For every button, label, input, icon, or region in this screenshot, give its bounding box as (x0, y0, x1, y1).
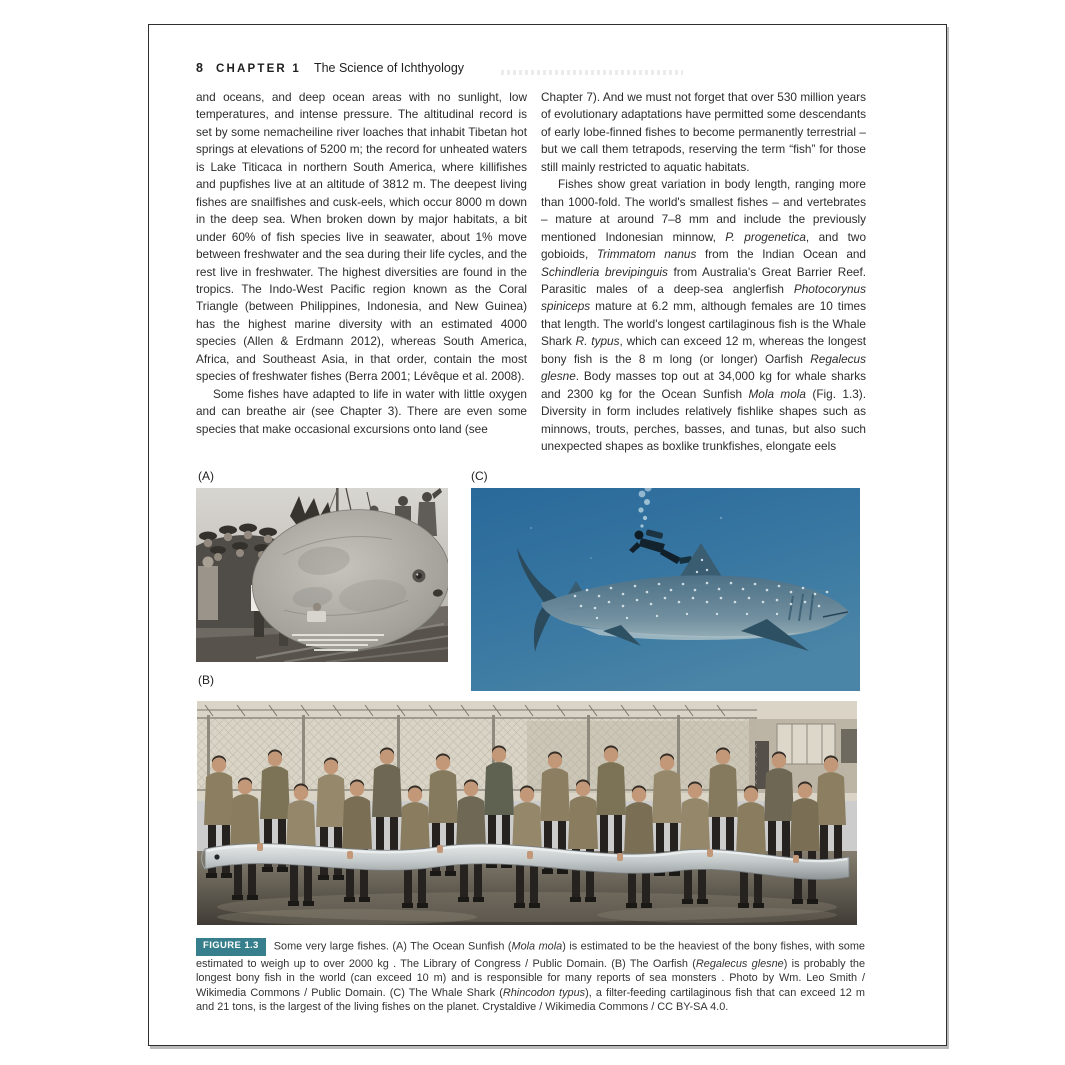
figure-caption (196, 939, 865, 1014)
page-number: 8 (196, 61, 203, 75)
paragraph: Fishes show great variation in body length, ranging more than 1000-fold. The world's smallest fishes – and vertebrates – mature at around 7–8 mm and include the previously mentioned Indonesian minnow, P. progenetica, and two gobioids, Trimmatom nanus from the Indian Ocean and Schindleria brevipinguis from Australia's Great Barrier Reef. Parasitic males of a deep-sea anglerfish Photocorynus spiniceps mature at 6.2 mm, although females are 10 times that length. The world's longest cartilaginous fish is the Whale Shark R. typus, which can exceed 12 m, whereas the longest bony fish is the 8 m long (or longer) Oarfish Regalecus glesne. Body masses top out at 34,000 kg for whale sharks and 2300 kg for the Ocean Sunfish Mola mola (Fig. 1.3). Diversity in form includes relatively fishlike shapes such as minnows, trouts, perches, basses, and tunas, but also such unexpected shapes as boxlike trunkfishes, elongate eels (541, 177, 867, 454)
chapter-title: The Science of Ichthyology (313, 61, 465, 75)
faint-watermark (501, 70, 683, 75)
figure-panel-label-b: (B) (198, 673, 214, 687)
text-column-left (196, 89, 527, 438)
paragraph: Some fishes have adapted to life in water with little oxygen and can breathe air (see Chapter 3). There are even some species that make occasional excursions onto land (see (196, 386, 527, 436)
book-page (148, 24, 947, 1046)
figure-panel-label-c: (C) (471, 469, 488, 483)
figure-panel-label-a: (A) (198, 469, 214, 483)
figure-number-badge: FIGURE 1.3 (196, 938, 266, 956)
paragraph: Chapter 7). And we must not forget that over 530 million years of evolutionary adaptations have permitted some descendants of early lobe-finned fishes to become permanently terrestrial – but we call them tetrapods, reserving the term “fish” for those still mainly restricted to aquatic habitats. (541, 90, 866, 174)
paragraph: and oceans, and deep ocean areas with no sunlight, low temperatures, and intense pressure. The altitudinal record is set by some nemacheiline river loaches that inhabit Tibetan hot springs at elevations of 5200 m; the record for unheated waters is Lake Titicaca in northern South America, where killifishes and pupfishes live at an altitude of 3812 m. The deepest living fishes are snailfishes and cusk-eels, which occur 8000 m down in the deep sea. When broken down by major habitats, a bit under 60% of fish species live in seawater, about 1% move between freshwater and the sea during their life cycles, and the rest live in freshwater. The highest diversities are found in the tropics. The Indo-West Pacific region known as the Coral Triangle (between Philippines, Indonesia, and New Guinea) has the highest marine diversity with an estimated 4000 species (Allen & Erdmann 2012), whereas South America, Africa, and Southeast Asia, in that order, contain the most species of freshwater fishes (Berra 2001; Lévêque et al. 2008). (196, 90, 527, 384)
photo-oarfish (197, 701, 857, 925)
photo-whale-shark (471, 488, 860, 691)
page-header (196, 61, 464, 75)
chapter-label: CHAPTER 1 (215, 63, 301, 75)
photo-ocean-sunfish (196, 488, 448, 662)
figure-caption-text: Some very large fishes. (A) The Ocean Sunfish (Mola mola) is estimated to be the heaviest of the bony fishes, with some estimated to weigh up to over 2000 kg . The Library of Congress / Public Domain. (B) The Oarfish (Regalecus glesne) is probably the longest bony fish in the world (can exceed 10 m) and is responsible for many reports of sea monsters . Photo by Wm. Leo Smith / Wikimedia Commons / Public Domain. (C) The Whale Shark (Rhincodon typus), a filter-feeding cartilaginous fish that can exceed 12 m and 21 tons, is the largest of the living fishes on the planet. Crystaldive / Wikimedia Commons / CC BY-SA 4.0. (196, 940, 866, 1014)
text-column-right (541, 89, 866, 456)
